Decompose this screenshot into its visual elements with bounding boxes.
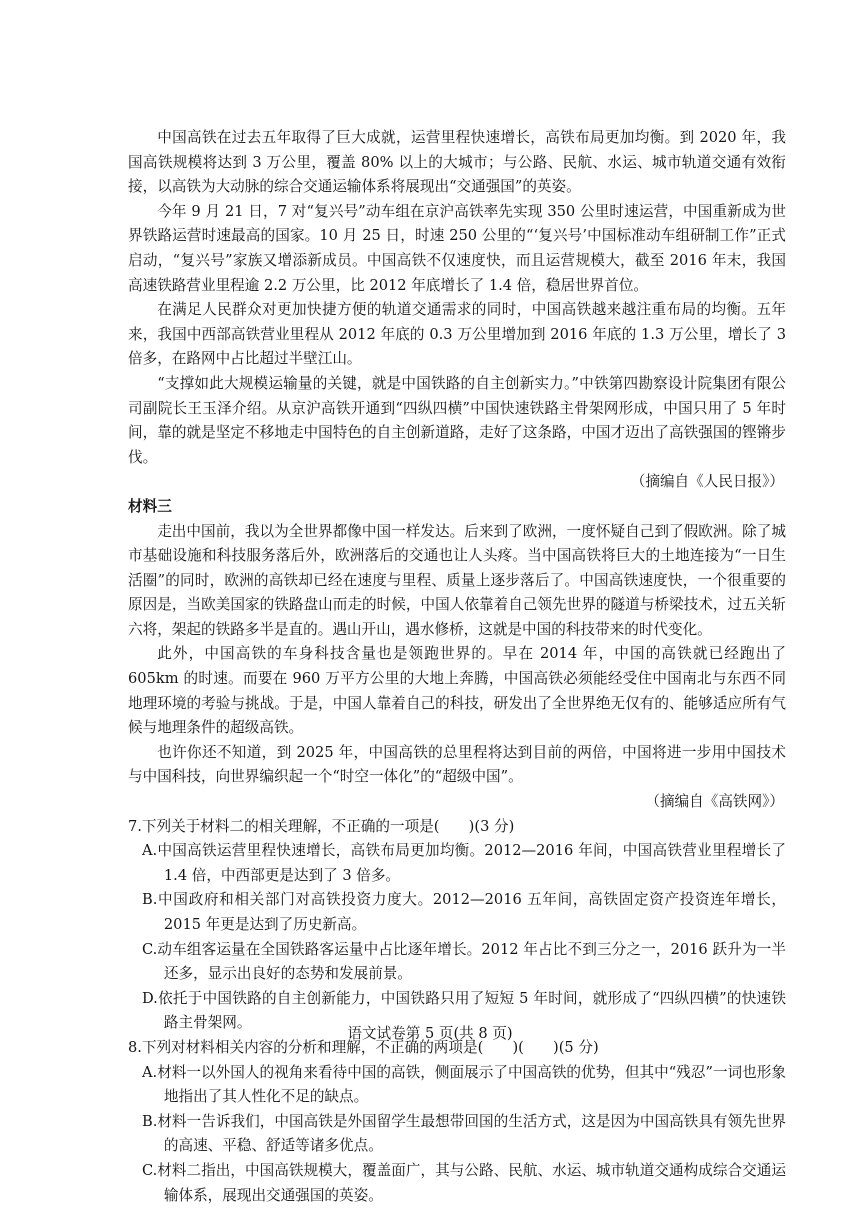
answer-option: B.材料一告诉我们，中国高铁是外国留学生最想带回国的生活方式，这是因为中国高铁具有领先世界的高速、平稳、舒适等诸多优点。 — [142, 1112, 786, 1155]
answer-option: A.中国高铁运营里程快速增长，高铁布局更加均衡。2012—2016 年间，中国高铁营业里程增长了 1.4 倍，中西部更是达到了 3 倍多。 — [142, 842, 786, 884]
question-stem: 8.下列对材料相关内容的分析和理解，不正确的两项是( )( )(5 分) — [128, 1038, 599, 1056]
answer-option: C.动车组客运量在全国铁路客运量中占比逐年增长。2012 年占比不到三分之一，2016 跃升为一半还多，显示出良好的态势和发展前景。 — [142, 940, 786, 983]
page-footer: 语文试卷第 5 页(共 8 页) — [347, 1025, 513, 1042]
paragraph: 也许你还不知道，到 2025 年，中国高铁的总里程将达到目前的两倍，中国将进一步用中国技术与中国科技，向世界编织起一个“时空一体化”的“超级中国”。 — [128, 743, 786, 786]
paragraph: “支撑如此大规模运输量的关键，就是中国铁路的自主创新实力。”中铁第四勘察设计院集团有限公司副院长王玉泽介绍。从京沪高铁开通到“四纵四横”中国快速铁路主骨架网形成，中国只用了 5 年时间，靠的就是坚定不移地走中国特色的自主创新道路，走好了这条路，中国才迈出了高铁强国的铿锵步伐。 — [128, 374, 786, 466]
paragraph: 走出中国前，我以为全世界都像中国一样发达。后来到了欧洲，一度怀疑自己到了假欧洲。除了城市基础设施和科技服务落后外，欧洲落后的交通也让人头疼。当中国高铁将巨大的土地连接为“一日生活圈”的同时，欧洲的高铁却已经在速度与里程、质量上逐步落后了。中国高铁速度快，一个很重要的原因是，当欧美国家的铁路盘山而走的时候，中国人依靠着自己领先世界的隧道与桥梁技术，过五关斩六将，架起的铁路多半是直的。遇山开山，遇水修桥，这就是中国的科技带来的时代变化。 — [128, 522, 786, 638]
answer-option: A.材料一以外国人的视角来看待中国的高铁，侧面展示了中国高铁的优势，但其中“残忍”一词也形象地指出了其人性化不足的缺点。 — [142, 1063, 786, 1106]
question-stem: 7.下列关于材料二的相关理解，不正确的一项是( )(3 分) — [128, 817, 515, 835]
answer-option: D.依托于中国铁路的自主创新能力，中国铁路只用了短短 5 年时间，就形成了“四纵四横”的快速铁路主骨架网。 — [142, 989, 786, 1032]
material-two — [128, 126, 786, 495]
question-7 — [128, 815, 786, 1036]
section-heading: 材料三 — [128, 497, 172, 515]
source-citation: （摘编自《高铁网》） — [645, 793, 784, 811]
answer-option: C.材料二指出，中国高铁规模大，覆盖面广，其与公路、民航、水运、城市轨道交通构成综合交通运输体系，展现出交通强国的英姿。 — [142, 1161, 786, 1204]
question-8 — [128, 1036, 786, 1208]
material-three — [128, 495, 786, 815]
answer-option: B.中国政府和相关部门对高铁投资力度大。2012—2016 五年间，高铁固定资产投资连年增长，2015 年更是达到了历史新高。 — [142, 891, 786, 933]
paragraph: 中国高铁在过去五年取得了巨大成就，运营里程快速增长，高铁布局更加均衡。到 2020 年，我国高铁规模将达到 3 万公里，覆盖 80% 以上的大城市；与公路、民航、水运、城市轨道交通有效衔接，以高铁为大动脉的综合交通运输体系将展现出“交通强国”的英姿。 — [128, 129, 786, 196]
paragraph: 此外，中国高铁的车身科技含量也是领跑世界的。早在 2014 年，中国的高铁就已经跑出了 605km 的时速。而要在 960 万平方公里的大地上奔腾，中国高铁必须能经受住中国南北与东西不同地理环境的考验与挑战。于是，中国人靠着自己的科技，研发出了全世界绝无仅有的、能够适应所有气候与地理条件的超级高铁。 — [128, 645, 786, 737]
paragraph: 在满足人民群众对更加快捷方便的轨道交通需求的同时，中国高铁越来越注重布局的均衡。五年来，我国中西部高铁营业里程从 2012 年底的 0.3 万公里增加到 2016 年底的 1.3 万公里，增长了 3 倍多，在路网中占比超过半壁江山。 — [128, 301, 786, 368]
source-citation: （摘编自《人民日报》） — [630, 473, 784, 491]
paragraph: 今年 9 月 21 日，7 对“复兴号”动车组在京沪高铁率先实现 350 公里时速运营，中国重新成为世界铁路运营时速最高的国家。10 月 25 日，时速 250 公里的“‘复兴号’中国标准动车组研制工作”正式启动，“复兴号”家族又增添新成员。中国高铁不仅速度快，而且运营规模大，截至 2016 年末，我国高速铁路营业里程逾 2.2 万公里，比 2012 年底增长了 1.4 倍，稳居世界首位。 — [128, 202, 786, 294]
